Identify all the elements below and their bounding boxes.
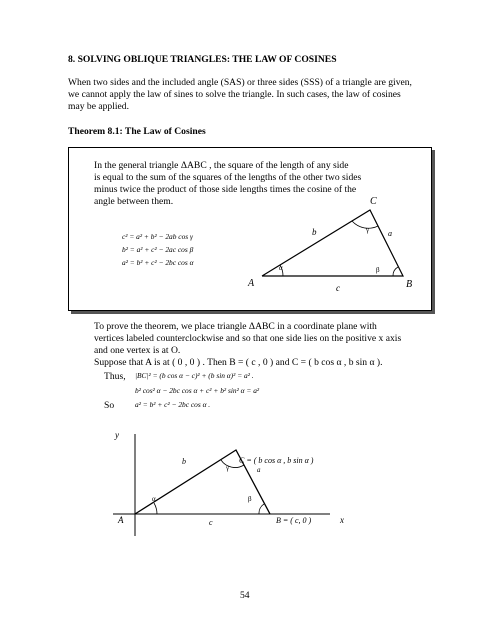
proof-line-3: and one vertex is at O.	[94, 345, 181, 356]
formula-c: c² = a² + b² − 2ab cos γ	[122, 232, 193, 241]
thus-equation: |BC|² = (b cos α − c)² + (b sin α)² = a² .	[135, 371, 254, 380]
so-equation: a² = b² + c² − 2bc cos α .	[135, 400, 211, 409]
coord-label-B: B = ( c, 0 )	[276, 516, 312, 525]
coord-alpha-arc	[154, 503, 157, 514]
coord-label-c: c	[209, 518, 213, 527]
coord-label-a: a	[257, 466, 261, 474]
theorem-line-1: In the general triangle ΔABC , the square of the length of any side	[94, 160, 349, 171]
theorem-label-C: C	[370, 196, 377, 207]
coord-beta-arc	[259, 504, 264, 514]
theorem-line-4: angle between them.	[94, 196, 174, 207]
proof-line-1: To prove the theorem, we place triangle ΔABC in a coordinate plane with	[94, 321, 377, 332]
theorem-label-beta: β	[376, 266, 380, 274]
coord-label-beta: β	[248, 495, 252, 503]
proof-line-2: vertices labeled counterclockwise and so that one side lies on the positive x axis	[94, 333, 402, 344]
intro-line-1: When two sides and the included angle (SAS) or three sides (SSS) of a triangle are given,	[68, 77, 412, 88]
theorem-label-alpha: α	[279, 264, 283, 272]
theorem-title: Theorem 8.1: The Law of Cosines	[68, 126, 206, 137]
theorem-label-A: A	[248, 278, 255, 289]
theorem-label-c: c	[336, 283, 340, 293]
theorem-label-a: a	[388, 229, 392, 238]
thus-label: Thus,	[104, 371, 126, 382]
intro-line-2: we cannot apply the law of sines to solve the triangle. In such cases, the law of cosines	[68, 89, 401, 100]
intro-line-3: may be applied.	[68, 101, 130, 112]
formula-a: a² = b² + c² − 2bc cos α	[122, 258, 194, 267]
formula-b: b² = a² + c² − 2ac cos β	[122, 245, 194, 254]
y-axis-label: y	[115, 430, 119, 440]
so-label: So	[104, 400, 115, 411]
theorem-line-2: is equal to the sum of the squares of the lengths of the other two sides	[94, 172, 362, 183]
coord-label-C: C = ( b cos α , b sin α )	[239, 456, 314, 465]
section-title: 8. SOLVING OBLIQUE TRIANGLES: THE LAW OF COSINES	[68, 54, 337, 65]
x-axis-label: x	[340, 515, 344, 525]
theorem-line-3: minus twice the product of those side lengths times the cosine of the	[94, 184, 357, 195]
coord-label-A: A	[118, 515, 124, 525]
theorem-label-gamma: γ	[366, 226, 370, 234]
proof-line-4: Suppose that A is at ( 0 , 0 ) . Then B = ( c , 0 ) and C = ( b cos α , b sin α ).	[94, 357, 383, 368]
coord-label-gamma: γ	[226, 464, 230, 472]
theorem-label-b: b	[312, 227, 317, 237]
coord-label-b: b	[182, 457, 186, 466]
page-number: 54	[240, 590, 250, 601]
theorem-label-B: B	[406, 279, 413, 290]
expand-equation: b² cos² α − 2bc cos α + c² + b² sin² α = a²	[135, 386, 260, 395]
coord-label-alpha: α	[152, 495, 156, 503]
